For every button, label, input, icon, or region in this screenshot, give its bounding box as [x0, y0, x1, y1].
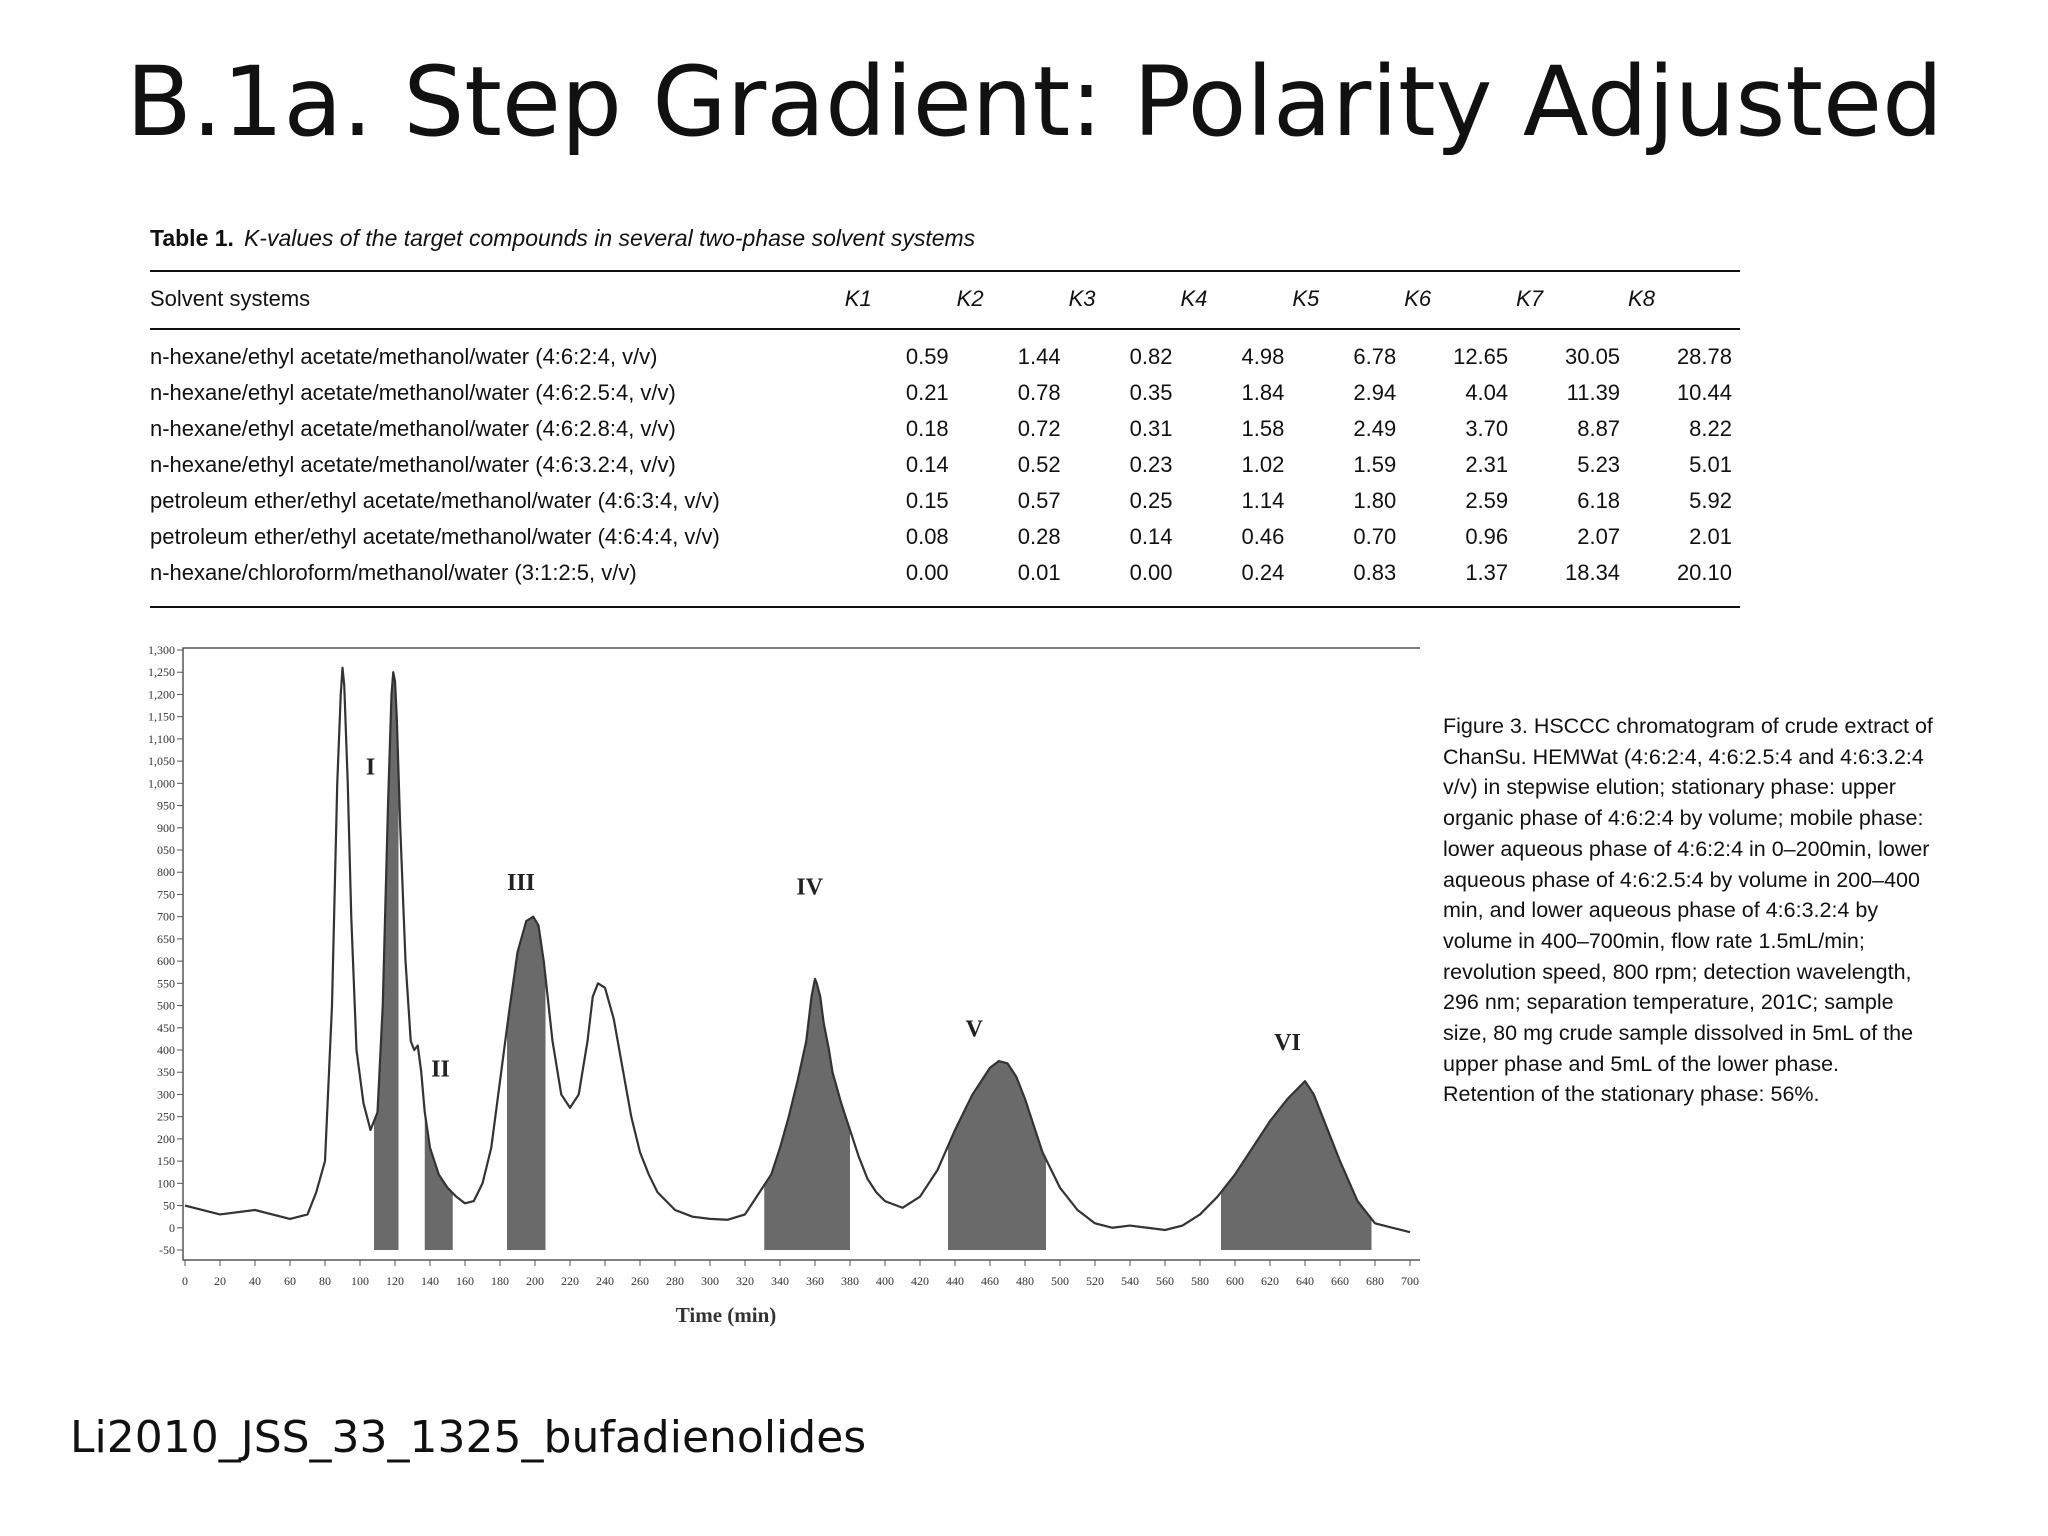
solvent-system-cell: n-hexane/ethyl acetate/methanol/water (4:6:2:4, v/v)	[150, 344, 658, 369]
solvent-system-cell: n-hexane/chloroform/methanol/water (3:1:2:5, v/v)	[150, 560, 637, 585]
k-value-cell: 0.28	[1017, 524, 1061, 549]
x-tick-label: 220	[561, 1274, 579, 1288]
k-value-cell: 1.59	[1353, 452, 1397, 477]
x-tick-label: 380	[841, 1274, 859, 1288]
peak-label: II	[431, 1056, 450, 1083]
k-value-cell: 2.01	[1689, 524, 1732, 549]
k-value-cell: 5.01	[1689, 452, 1732, 477]
slide-title: B.1a. Step Gradient: Polarity Adjusted	[126, 46, 1944, 158]
k-value-cell: 12.65	[1453, 344, 1509, 369]
peak-label: IV	[796, 874, 824, 901]
k-value-cell: 1.02	[1241, 452, 1285, 477]
header-k5: K5	[1292, 286, 1320, 311]
k-value-cell: 5.92	[1689, 488, 1732, 513]
table-caption	[150, 225, 1740, 252]
x-tick-label: 80	[319, 1274, 331, 1288]
k-value-cell: 8.22	[1689, 416, 1732, 441]
k-value-cell: 3.70	[1465, 416, 1509, 441]
k-value-cell: 2.07	[1577, 524, 1621, 549]
table-row	[150, 375, 1740, 411]
k-value-cell: 0.08	[905, 524, 949, 549]
header-k1: K1	[844, 286, 872, 311]
k-value-cell: 0.18	[905, 416, 949, 441]
k-value-cell: 0.01	[1017, 560, 1061, 585]
y-tick-label: 150	[157, 1154, 175, 1169]
y-tick-label: 450	[157, 1020, 175, 1035]
k-value-cell: 6.78	[1353, 344, 1397, 369]
k-value-cell: 10.44	[1676, 380, 1732, 405]
x-tick-label: 500	[1051, 1274, 1069, 1288]
k-value-cell: 0.15	[905, 488, 949, 513]
table-header	[150, 271, 1740, 329]
figure-caption: Figure 3. HSCCC chromatogram of crude extract of ChanSu. HEMWat (4:6:2:4, 4:6:2.5:4 and 4:6:3.2:4 v/v) in stepwise elution; stationary phase: upper organic phase of 4:6:2:4 by volume; mobile phase: lower aqueous phase of 4:6:2:4 in 0–200min, lower aqueous phase of 4:6:2.5:4 by volume in 200–400 min, and lower aqueous phase of 4:6:3.2:4 by volume in 400–700min, flow rate 1.5mL/min; revolution speed, 800 rpm; detection wavelength, 296 nm; separation temperature, 201C; sample size, 80 mg crude sample dissolved in 5mL of the upper phase and 5mL of the lower phase. Retention of the stationary phase: 56%.	[1443, 714, 1933, 1107]
table-body	[150, 329, 1740, 607]
k-value-cell: 2.31	[1465, 452, 1509, 477]
table-row	[150, 329, 1740, 375]
y-tick-label: 600	[157, 954, 175, 969]
solvent-system-cell: petroleum ether/ethyl acetate/methanol/water (4:6:3:4, v/v)	[150, 488, 720, 513]
x-tick-label: 440	[946, 1274, 964, 1288]
y-tick-label: 50	[163, 1198, 175, 1213]
collected-fraction	[1221, 1081, 1372, 1250]
table-row	[150, 555, 1740, 607]
y-tick-label: 1,300	[148, 643, 175, 657]
x-tick-label: 660	[1331, 1274, 1349, 1288]
header-k7: K7	[1516, 286, 1544, 311]
y-tick-label: 350	[157, 1065, 175, 1080]
k-value-cell: 20.10	[1676, 560, 1732, 585]
y-tick-label: 500	[157, 998, 175, 1013]
y-tick-label: 200	[157, 1131, 175, 1146]
solvent-system-cell: n-hexane/ethyl acetate/methanol/water (4:6:3.2:4, v/v)	[150, 452, 676, 477]
k-value-cell: 0.83	[1353, 560, 1397, 585]
solvent-system-cell: n-hexane/ethyl acetate/methanol/water (4:6:2.8:4, v/v)	[150, 416, 676, 441]
y-tick-label: 700	[157, 909, 175, 924]
table-header-row	[150, 271, 1740, 329]
k-value-cell: 0.78	[1017, 380, 1061, 405]
x-tick-label: 280	[666, 1274, 684, 1288]
k-value-cell: 0.82	[1129, 344, 1173, 369]
x-tick-label: 700	[1401, 1274, 1419, 1288]
k-value-cell: 0.46	[1241, 524, 1285, 549]
x-tick-label: 320	[736, 1274, 754, 1288]
k-value-cell: 0.24	[1241, 560, 1285, 585]
x-tick-label: 540	[1121, 1274, 1139, 1288]
x-tick-label: 200	[526, 1274, 544, 1288]
y-tick-label: 1,250	[148, 665, 175, 680]
k-value-cell: 0.31	[1129, 416, 1173, 441]
collected-fraction	[507, 917, 546, 1250]
table-row	[150, 447, 1740, 483]
k-value-cell: 1.84	[1241, 380, 1285, 405]
x-tick-label: 600	[1226, 1274, 1244, 1288]
x-tick-label: 180	[491, 1274, 509, 1288]
x-tick-label: 60	[284, 1274, 296, 1288]
k-value-cell: 28.78	[1676, 344, 1732, 369]
x-tick-label: 120	[386, 1274, 404, 1288]
x-tick-label: 360	[806, 1274, 824, 1288]
k-value-cell: 4.04	[1465, 380, 1509, 405]
x-tick-label: 20	[214, 1274, 226, 1288]
k-value-cell: 0.52	[1017, 452, 1061, 477]
k-value-cell: 0.21	[905, 380, 949, 405]
x-axis-label: Time (min)	[675, 1303, 777, 1327]
k-value-cell: 1.37	[1465, 560, 1509, 585]
k-value-cell: 8.87	[1577, 416, 1621, 441]
k-value-cell: 6.18	[1577, 488, 1621, 513]
header-k6: K6	[1404, 286, 1432, 311]
k-value-cell: 2.49	[1353, 416, 1397, 441]
k-value-cell: 0.25	[1129, 488, 1173, 513]
solvent-system-cell: petroleum ether/ethyl acetate/methanol/water (4:6:4:4, v/v)	[150, 524, 720, 549]
table-row	[150, 411, 1740, 447]
x-tick-label: 160	[456, 1274, 474, 1288]
k-value-table	[150, 225, 1740, 608]
collected-fraction	[374, 672, 399, 1250]
y-tick-label: -50	[159, 1243, 175, 1257]
y-tick-label: 0	[169, 1220, 175, 1235]
y-tick-label: 050	[157, 843, 175, 857]
peak-label: I	[365, 754, 376, 781]
y-tick-label: 300	[157, 1087, 175, 1102]
table-row	[150, 483, 1740, 519]
x-tick-label: 560	[1156, 1274, 1174, 1288]
k-value-cell: 11.39	[1566, 380, 1621, 405]
k-value-cell: 0.14	[905, 452, 949, 477]
k-value-cell: 0.14	[1129, 524, 1173, 549]
k-value-cell: 0.23	[1129, 452, 1173, 477]
table-label: Table 1.	[150, 225, 234, 251]
y-tick-label: 1,000	[148, 776, 175, 791]
y-tick-label: 1,150	[148, 709, 175, 724]
y-tick-label: 1,050	[148, 754, 175, 769]
k-value-cell: 0.70	[1353, 524, 1397, 549]
x-tick-label: 400	[876, 1274, 894, 1288]
y-tick-label: 100	[157, 1176, 175, 1191]
x-tick-label: 100	[351, 1274, 369, 1288]
k-value-cell: 30.05	[1564, 344, 1621, 369]
y-tick-label: 900	[157, 820, 175, 835]
header-k4: K4	[1180, 286, 1208, 311]
y-tick-label: 1,200	[148, 687, 175, 702]
x-tick-label: 140	[421, 1274, 439, 1288]
x-tick-label: 340	[771, 1274, 789, 1288]
table-caption-text: K-values of the target compounds in several two-phase solvent systems	[243, 225, 976, 251]
k-value-cell: 2.94	[1353, 380, 1397, 405]
peak-label: VI	[1274, 1030, 1301, 1056]
k-value-cell: 5.23	[1577, 452, 1621, 477]
x-tick-label: 680	[1366, 1274, 1384, 1288]
table-row	[150, 519, 1740, 555]
k-value-cell: 1.58	[1241, 416, 1285, 441]
x-tick-label: 580	[1191, 1274, 1209, 1288]
k-value-cell: 0.35	[1129, 380, 1173, 405]
x-tick-label: 300	[701, 1274, 719, 1288]
x-tick-label: 520	[1086, 1274, 1104, 1288]
k-value-cell: 18.34	[1564, 560, 1621, 585]
peak-label: V	[965, 1016, 983, 1043]
k-value-cell: 1.44	[1017, 344, 1061, 369]
x-tick-label: 420	[911, 1274, 929, 1288]
header-k3: K3	[1068, 286, 1096, 311]
hsccc-chromatogram	[120, 630, 1420, 1350]
x-tick-label: 40	[249, 1274, 261, 1288]
x-tick-label: 260	[631, 1274, 649, 1288]
k-value-cell: 0.00	[905, 560, 949, 585]
x-tick-label: 0	[182, 1274, 188, 1288]
k-value-cell: 1.14	[1241, 488, 1285, 513]
solvent-table	[150, 270, 1740, 608]
k-value-cell: 0.57	[1017, 488, 1061, 513]
k-value-cell: 4.98	[1241, 344, 1285, 369]
collected-fraction	[948, 1061, 1046, 1250]
header-solvent-systems: Solvent systems	[150, 286, 311, 311]
header-k2: K2	[956, 286, 984, 311]
y-tick-label: 800	[157, 865, 175, 880]
y-tick-label: 650	[157, 931, 175, 946]
k-value-cell: 1.80	[1353, 488, 1397, 513]
x-tick-label: 240	[596, 1274, 614, 1288]
collected-fraction	[764, 979, 850, 1250]
k-value-cell: 2.59	[1465, 488, 1509, 513]
header-k8: K8	[1628, 286, 1655, 311]
x-tick-label: 460	[981, 1274, 999, 1288]
y-tick-label: 250	[157, 1109, 175, 1124]
x-tick-label: 480	[1016, 1274, 1034, 1288]
y-tick-label: 550	[157, 976, 175, 991]
y-tick-label: 400	[157, 1043, 175, 1057]
source-citation: Li2010_JSS_33_1325_bufadienolides	[70, 1412, 867, 1463]
y-tick-label: 950	[157, 798, 175, 813]
collected-fraction	[425, 1112, 453, 1250]
x-tick-label: 620	[1261, 1274, 1279, 1288]
k-value-cell: 0.96	[1465, 524, 1509, 549]
y-tick-label: 1,100	[148, 731, 175, 746]
k-value-cell: 0.00	[1129, 560, 1173, 585]
x-tick-label: 640	[1296, 1274, 1314, 1288]
k-value-cell: 0.59	[905, 344, 949, 369]
y-tick-label: 750	[157, 887, 175, 902]
k-value-cell: 0.72	[1017, 416, 1061, 441]
peak-label: III	[506, 870, 536, 896]
solvent-system-cell: n-hexane/ethyl acetate/methanol/water (4:6:2.5:4, v/v)	[150, 380, 676, 405]
